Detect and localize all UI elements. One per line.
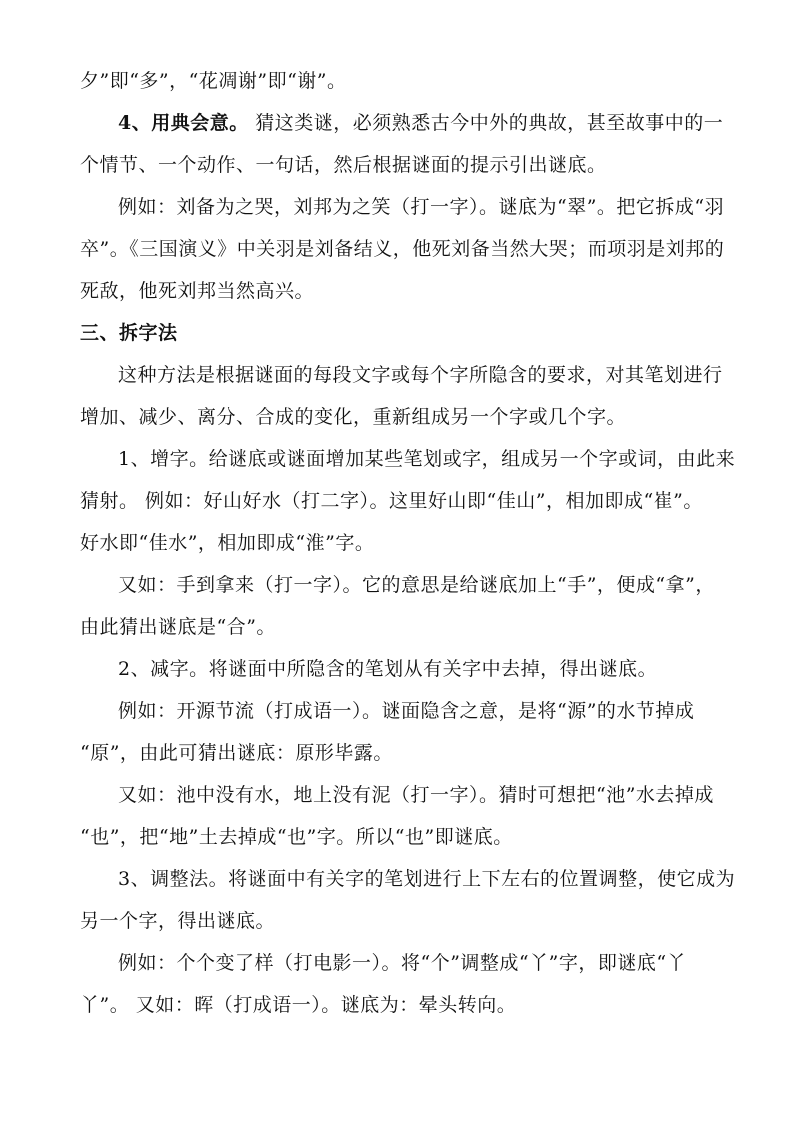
text-line: 这种方法是根据谜面的每段文字或每个字所隐含的要求，对其笔划进行 xyxy=(118,364,723,386)
text-line: 卒”。《三国演义》中关羽是刘备结义，他死刘备当然大哭；而项羽是刘邦的 xyxy=(80,238,725,260)
text-line: 又如：池中没有水，地上没有泥（打一字）。猜时可想把“池”水去掉成 xyxy=(118,784,714,806)
text-line: 2、减字。将谜面中所隐含的笔划从有关字中去掉，得出谜底。 xyxy=(118,658,658,680)
text-line: 个情节、一个动作、一句话，然后根据谜面的提示引出谜底。 xyxy=(80,154,607,176)
text-line: “原”，由此可猜出谜底：原形毕露。 xyxy=(80,742,393,764)
text-line: 丫”。 又如：晖（打成语一）。谜底为：晕头转向。 xyxy=(80,994,517,1016)
text-line: 增加、减少、离分、合成的变化，重新组成另一个字或几个字。 xyxy=(80,406,627,428)
text-line: 例如：开源节流（打成语一）。谜面隐含之意，是将“源”的水节掉成 xyxy=(118,700,695,722)
text-line: 另一个字，得出谜底。 xyxy=(80,910,276,932)
text-line: 夕”即“多”，“花凋谢”即“谢”。 xyxy=(80,70,347,92)
text-line: 猜射。 例如：好山好水（打二字）。这里好山即“佳山”，相加即成“崔”。 xyxy=(80,490,703,512)
text-line: 1、增字。给谜底或谜面增加某些笔划或字，组成另一个字或词，由此来 xyxy=(118,448,736,470)
text-line: “也”，把“地”土去掉成“也”字。所以“也”即谜底。 xyxy=(80,826,513,848)
section-heading-allusion xyxy=(80,112,748,134)
text-line: 死敌，他死刘邦当然高兴。 xyxy=(80,280,315,302)
text-line: 好水即“佳水”，相加即成“淮”字。 xyxy=(80,532,375,554)
text-run: 猜这类谜，必须熟悉古今中外的典故，甚至故事中的一 xyxy=(248,112,724,134)
bold-lead: 4、用典会意。 xyxy=(118,112,249,134)
document-page xyxy=(80,70,748,1016)
text-line: 例如：刘备为之哭，刘邦为之笑（打一字）。谜底为“翠”。把它拆成“羽 xyxy=(118,196,725,218)
section-heading-split-character: 三、拆字法 xyxy=(80,322,178,344)
text-line: 由此猜出谜底是“合”。 xyxy=(80,616,276,638)
text-line: 3、调整法。将谜面中有关字的笔划进行上下左右的位置调整，使它成为 xyxy=(118,868,736,890)
text-line: 又如：手到拿来（打一字）。它的意思是给谜底加上“手”，便成“拿”， xyxy=(118,574,715,596)
text-line: 例如：个个变了样（打电影一）。将“个”调整成“丫”字，即谜底“丫 xyxy=(118,952,687,974)
